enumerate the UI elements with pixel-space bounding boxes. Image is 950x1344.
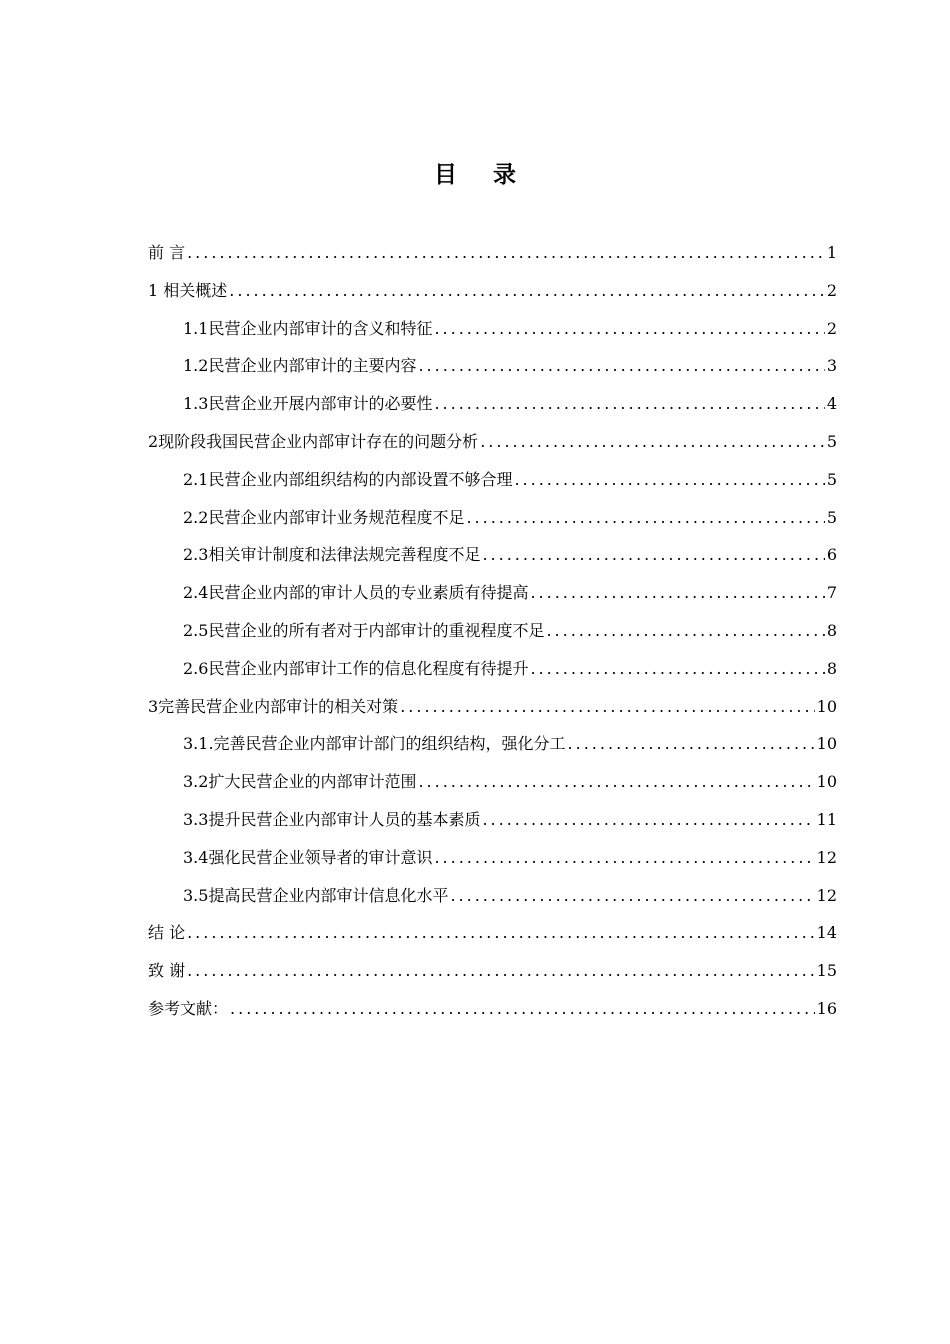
toc-entry[interactable] — [148, 801, 837, 839]
toc-entry-page-number: 10 — [816, 696, 837, 716]
toc-entry[interactable] — [148, 877, 837, 915]
dot-leader — [514, 461, 824, 499]
dot-leader — [466, 499, 824, 537]
toc-entry-label: 结 论 — [148, 923, 186, 943]
toc-entry[interactable] — [148, 385, 837, 423]
toc-entry-label: 2现阶段我国民营企业内部审计存在的问题分析 — [148, 431, 479, 451]
toc-entry[interactable] — [148, 499, 837, 537]
toc-entry[interactable] — [148, 952, 837, 990]
toc-entry[interactable] — [148, 612, 837, 650]
toc-entry-label: 2.4民营企业内部的审计人员的专业素质有待提高 — [183, 583, 529, 603]
toc-entry-label: 前 言 — [148, 243, 186, 262]
toc-entry-label: 2.3相关审计制度和法律法规完善程度不足 — [183, 545, 481, 565]
toc-entry-page-number: 10 — [816, 772, 837, 792]
table-of-contents — [148, 234, 837, 1028]
toc-entry-label: 3.5提高民营企业内部审计信息化水平 — [183, 885, 449, 905]
toc-entry-page-number: 11 — [816, 809, 837, 829]
toc-entry[interactable] — [148, 914, 837, 952]
toc-entry-label: 2.5民营企业的所有者对于内部审计的重视程度不足 — [183, 620, 545, 640]
toc-entry[interactable] — [148, 310, 837, 348]
toc-title: 目 录 — [433, 162, 530, 188]
dot-leader — [418, 347, 824, 385]
dot-leader — [530, 574, 824, 612]
toc-entry-page-number: 14 — [816, 923, 837, 943]
toc-entry-label: 1.2民营企业内部审计的主要内容 — [183, 356, 417, 376]
toc-entry-page-number: 7 — [826, 583, 837, 603]
toc-entry-label: 2.1民营企业内部组织结构的内部设置不够合理 — [183, 469, 513, 489]
dot-leader — [480, 423, 825, 461]
toc-entry-page-number: 12 — [816, 847, 837, 867]
dot-leader — [568, 725, 815, 763]
toc-entry-page-number: 5 — [826, 507, 837, 527]
toc-entry-page-number: 3 — [826, 356, 837, 376]
toc-entry-page-number: 5 — [826, 431, 837, 451]
toc-entry-label: 1 相关概述 — [148, 280, 228, 300]
toc-entry-label: 3.1.完善民营企业内部审计部门的组织结构，强化分工 — [183, 734, 566, 754]
toc-entry[interactable] — [148, 650, 837, 688]
dot-leader — [450, 877, 814, 915]
toc-entry-label: 3.2扩大民营企业的内部审计范围 — [183, 772, 417, 792]
dot-leader — [400, 688, 814, 726]
dot-leader — [482, 536, 824, 574]
dot-leader — [187, 952, 815, 990]
dot-leader — [187, 234, 825, 272]
dot-leader — [434, 385, 824, 423]
toc-entry-page-number: 8 — [826, 658, 837, 678]
dot-leader — [530, 650, 824, 688]
dot-leader — [434, 310, 824, 348]
toc-entry-label: 3.3提升民营企业内部审计人员的基本素质 — [183, 809, 481, 829]
toc-entry-label: 致 谢 — [148, 961, 186, 981]
toc-entry-label: 3.4强化民营企业领导者的审计意识 — [183, 847, 433, 867]
toc-entry-label: 3完善民营企业内部审计的相关对策 — [148, 696, 399, 716]
toc-entry-label: 1.3民营企业开展内部审计的必要性 — [183, 394, 433, 414]
toc-entry[interactable] — [148, 272, 837, 310]
toc-entry[interactable] — [148, 688, 837, 726]
toc-entry-page-number: 1 — [826, 243, 837, 262]
toc-entry[interactable] — [148, 763, 837, 801]
toc-entry-page-number: 16 — [816, 998, 837, 1018]
toc-entry[interactable] — [148, 574, 837, 612]
toc-entry-label: 2.6民营企业内部审计工作的信息化程度有待提升 — [183, 658, 529, 678]
dot-leader — [230, 990, 815, 1028]
toc-entry-page-number: 12 — [816, 885, 837, 905]
toc-entry-page-number: 6 — [826, 545, 837, 565]
toc-entry-page-number: 15 — [816, 961, 837, 981]
toc-entry-label: 参考文献： — [148, 998, 229, 1018]
toc-entry[interactable] — [148, 461, 837, 499]
toc-entry[interactable] — [148, 423, 837, 461]
toc-entry-label: 2.2民营企业内部审计业务规范程度不足 — [183, 507, 465, 527]
toc-entry-page-number: 2 — [826, 318, 837, 338]
toc-entry-page-number: 5 — [826, 469, 837, 489]
toc-entry[interactable] — [148, 990, 837, 1028]
toc-entry[interactable] — [148, 725, 837, 763]
dot-leader — [418, 763, 814, 801]
toc-entry[interactable] — [148, 347, 837, 385]
dot-leader — [229, 272, 825, 310]
toc-entry-page-number: 4 — [826, 394, 837, 414]
toc-entry-page-number: 8 — [826, 620, 837, 640]
dot-leader — [187, 914, 815, 952]
dot-leader — [434, 839, 814, 877]
toc-entry-label: 1.1民营企业内部审计的含义和特征 — [183, 318, 433, 338]
toc-entry[interactable] — [148, 234, 837, 272]
toc-entry-page-number: 2 — [826, 280, 837, 300]
toc-entry[interactable] — [148, 839, 837, 877]
toc-entry[interactable] — [148, 536, 837, 574]
toc-entry-page-number: 10 — [816, 734, 837, 754]
dot-leader — [482, 801, 814, 839]
dot-leader — [546, 612, 824, 650]
